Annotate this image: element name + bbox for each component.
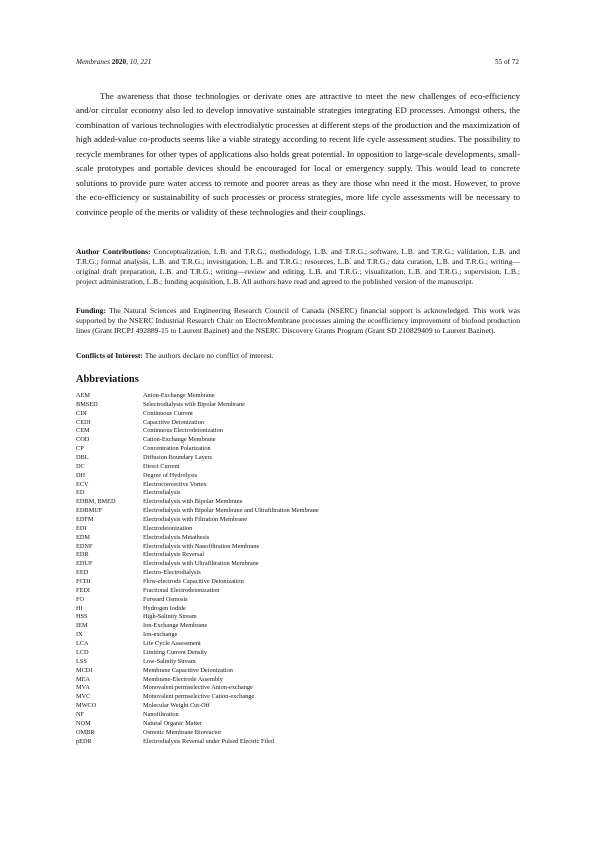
abbreviation-term: CEM xyxy=(76,427,90,435)
abbreviation-term: FO xyxy=(76,595,85,603)
abbreviation-row xyxy=(76,516,520,525)
abbreviation-row xyxy=(76,658,520,667)
abbreviation-term: MEA xyxy=(76,675,90,683)
abbreviation-term: OMBR xyxy=(76,728,95,736)
abbreviation-definition: Continuous Current xyxy=(143,409,193,417)
author-contributions-label: Author Contributions: xyxy=(76,247,151,256)
abbreviation-term: MCDI xyxy=(76,666,93,674)
abbreviation-definition: Electrodialysis Reversal under Pulsed Electric Filed xyxy=(143,737,274,745)
abbreviation-term: LCD xyxy=(76,648,89,656)
abbreviation-row xyxy=(76,720,520,729)
abbreviation-term: MVA xyxy=(76,684,90,692)
abbreviation-row xyxy=(76,551,520,560)
abbreviation-row xyxy=(76,676,520,685)
abbreviation-term: EDUF xyxy=(76,560,93,568)
abbreviation-definition: Monovalent permselective Anion-exchange xyxy=(143,684,253,692)
abbreviation-term: EED xyxy=(76,569,89,577)
abbreviation-row xyxy=(76,463,520,472)
abbreviation-definition: Electrodialysis with Nanofiltration Membrane xyxy=(143,542,260,550)
conflicts-text: The authors declare no conflict of interest. xyxy=(144,351,274,360)
abbreviation-definition: Direct Current xyxy=(143,462,180,470)
abbreviation-term: HSS xyxy=(76,613,88,621)
abbreviation-term: CP xyxy=(76,445,84,453)
abbreviation-definition: Electrodialysis with Bipolar Membrane xyxy=(143,498,243,506)
abbreviation-row xyxy=(76,649,520,658)
abbreviation-row xyxy=(76,605,520,614)
abbreviation-term: EDI xyxy=(76,524,87,532)
abbreviation-term: pEDR xyxy=(76,737,92,745)
abbreviations-list xyxy=(76,392,520,746)
abbreviation-row xyxy=(76,613,520,622)
abbreviation-definition: Degree of Hydrolysis xyxy=(143,471,198,479)
abbreviation-definition: Osmotic Membrane Bioreactor xyxy=(143,728,222,736)
abbreviation-term: LCA xyxy=(76,640,89,648)
abbreviation-definition: Monovalent permselective Cation-exchange xyxy=(143,693,255,701)
abbreviation-definition: Membrane-Electrode Assembly xyxy=(143,675,223,683)
abbreviation-term: HI xyxy=(76,604,83,612)
journal-citation: Membranes 2020, 10, 221 xyxy=(76,58,152,66)
abbreviation-row xyxy=(76,525,520,534)
abbreviation-row xyxy=(76,711,520,720)
abbreviation-term: EDBM, BMED xyxy=(76,498,116,506)
abbreviation-term: NF xyxy=(76,710,85,718)
abbreviation-definition: High-Salinity Stream xyxy=(143,613,197,621)
abbreviation-definition: Continuous Electrodeionization xyxy=(143,427,223,435)
abbreviation-definition: Electrodialysis Metathesis xyxy=(143,533,210,541)
abbreviation-row xyxy=(76,392,520,401)
abbreviation-row xyxy=(76,401,520,410)
funding-label: Funding: xyxy=(76,306,106,315)
abbreviation-term: EDBMUF xyxy=(76,507,103,515)
abbreviation-definition: Fractional Electrodeionization xyxy=(143,586,220,594)
abbreviation-definition: Limiting Current Density xyxy=(143,648,208,656)
abbreviation-definition: Ion-Exchange Membrane xyxy=(143,622,208,630)
abbreviation-row xyxy=(76,498,520,507)
conflicts-statement xyxy=(76,351,520,361)
abbreviation-row xyxy=(76,436,520,445)
abbreviation-term: DH xyxy=(76,471,86,479)
abbreviation-term: LSS xyxy=(76,657,87,665)
conflicts-label: Conflicts of Interest: xyxy=(76,351,143,360)
abbreviations-heading: Abbreviations xyxy=(76,374,139,385)
journal-year: 2020 xyxy=(111,58,127,66)
abbreviation-row xyxy=(76,489,520,498)
abbreviation-row xyxy=(76,481,520,490)
abbreviation-term: EDR xyxy=(76,551,89,559)
abbreviation-row xyxy=(76,569,520,578)
abbreviation-row xyxy=(76,622,520,631)
abbreviation-row xyxy=(76,667,520,676)
abbreviation-term: COD xyxy=(76,436,90,444)
abbreviation-term: MVC xyxy=(76,693,91,701)
abbreviation-definition: Electroconvective Vortex xyxy=(143,480,207,488)
abbreviation-row xyxy=(76,684,520,693)
abbreviation-row xyxy=(76,640,520,649)
page-header xyxy=(76,56,519,68)
abbreviation-row xyxy=(76,738,520,747)
abbreviation-term: FEDI xyxy=(76,586,90,594)
abbreviation-term: EDFM xyxy=(76,516,94,524)
abbreviation-row xyxy=(76,507,520,516)
abbreviation-term: CDI xyxy=(76,409,87,417)
page-number: 55 of 72 xyxy=(495,58,519,66)
abbreviation-row xyxy=(76,729,520,738)
abbreviation-term: AEM xyxy=(76,392,90,399)
abbreviation-definition: Selectrodialysis with Bipolar Membrane xyxy=(143,400,245,408)
abbreviation-definition: Molecular Weight Cut-Off xyxy=(143,702,210,710)
journal-volume-issue: 10, 221 xyxy=(129,58,152,66)
abbreviation-row xyxy=(76,631,520,640)
abbreviation-row xyxy=(76,419,520,428)
abbreviation-row xyxy=(76,472,520,481)
abbreviation-definition: Electrodialysis with Bipolar Membrane and Ultrafiltration Membrane xyxy=(143,507,319,515)
abbreviation-term: ECV xyxy=(76,480,89,488)
abbreviation-term: IX xyxy=(76,631,83,639)
abbreviation-definition: Natural Organic Matter xyxy=(143,719,202,727)
abbreviation-term: MWCO xyxy=(76,702,97,710)
abbreviation-term: EDNF xyxy=(76,542,93,550)
abbreviation-definition: Anion-Exchange Membrane xyxy=(143,392,215,399)
abbreviation-definition: Cation-Exchange Membrane xyxy=(143,436,216,444)
funding-text: The Natural Sciences and Engineering Research Council of Canada (NSERC) financial support is acknowledged. This work was supported by the NSERC Industrial Research Chair on ElectroMembrane processes aiming the ecoefficiency improvement of biofood production lines (Grant IRCPJ 492889-15 to Laurent Bazinet) and the NSERC Discovery Grants Program (Grant SD 210829409 to Laurent Bazinet). xyxy=(76,306,520,335)
abbreviation-definition: Ion-exchange xyxy=(143,631,178,639)
abbreviation-term: DBL xyxy=(76,454,89,462)
abbreviation-definition: Diffusion Boundary Layers xyxy=(143,454,213,462)
abbreviation-definition: Electro-Electrodialysis xyxy=(143,569,201,577)
body-paragraph: The awareness that those technologies or derivate ones are attractive to meet the new challenges of eco-efficiency and/or circular economy also led to develop innovative sustainable strategies integrating ED processes. Amongst others, the combination of various technologies with electrodialytic processes at different steps of the production and the maximization of high added-value co-products seems like a viable strategy according to recent life cycle assessment studies. The possibility to recycle membranes for other types of applications also holds great potential. In opposition to large-scale developments, small-scale prototypes and portable devices should be encouraged for local or emergency supply. This would lead to concrete solutions to provide pure water access to remote and poorer areas as they are those who need it the most. However, to prove the eco-efficiency or sustainability of such processes or process strategies, more life cycle assessments will be necessary to convince people of the merits or validity of these technologies and their couplings. xyxy=(76,91,520,217)
abbreviation-term: BMSED xyxy=(76,400,98,408)
abbreviation-term: ED xyxy=(76,489,85,497)
abbreviation-definition: Capacitive Deionization xyxy=(143,418,205,426)
abbreviation-row xyxy=(76,693,520,702)
funding-statement xyxy=(76,306,520,336)
abbreviation-row xyxy=(76,560,520,569)
abbreviation-definition: Low-Salinity Stream xyxy=(143,657,196,665)
abbreviation-term: EDM xyxy=(76,533,90,541)
abbreviation-definition: Life Cycle Assessment xyxy=(143,640,201,648)
abbreviation-definition: Electrodialysis with Ultrafiltration Membrane xyxy=(143,560,259,568)
abbreviation-row xyxy=(76,534,520,543)
abbreviation-definition: Forward Osmosis xyxy=(143,595,188,603)
abbreviation-term: IEM xyxy=(76,622,88,630)
abbreviation-term: CEDI xyxy=(76,418,91,426)
author-contributions-text: Conceptualization, L.B. and T.R.G.; methodology, L.B. and T.R.G.; software, L.B. and T.R.G.; validation, L.B. and T.R.G.; formal analysis, L.B. and T.R.G.; investigation, L.B. and T.R.G.; resources, L.B. and T.R.G.; data curation, L.B. and T.R.G.; writing—original draft preparation, L.B. and T.R.G.; writing—review and editing, L.B. and T.R.G.; visualization, L.B. and T.R.G.; supervision, L.B.; project administration, L.B.; funding acquisition, L.B. All authors have read and agreed to the published version of the manuscript. xyxy=(76,247,520,286)
abbreviation-definition: Electrodialysis xyxy=(143,489,181,497)
abbreviation-definition: Electrodialysis Reversal xyxy=(143,551,205,559)
abbreviation-term: FCDI xyxy=(76,578,91,586)
author-contributions xyxy=(76,247,520,287)
abbreviation-row xyxy=(76,578,520,587)
abbreviation-row xyxy=(76,445,520,454)
abbreviation-definition: Electrodialysis with Filtration Membrane xyxy=(143,516,248,524)
abbreviation-term: NOM xyxy=(76,719,91,727)
abbreviation-definition: Nanofiltration xyxy=(143,710,179,718)
abbreviation-row xyxy=(76,596,520,605)
abbreviation-row xyxy=(76,702,520,711)
abbreviation-term: DC xyxy=(76,462,85,470)
journal-name: Membranes xyxy=(76,58,110,66)
abbreviation-definition: Hydrogen Iodide xyxy=(143,604,186,612)
abbreviation-row xyxy=(76,410,520,419)
abbreviations-table xyxy=(76,392,520,746)
abbreviation-definition: Membrane Capacitive Deionization xyxy=(143,666,233,674)
abbreviation-row xyxy=(76,454,520,463)
abbreviation-definition: Concentration Polarization xyxy=(143,445,211,453)
abbreviation-row xyxy=(76,587,520,596)
abbreviation-row xyxy=(76,543,520,552)
abbreviation-row xyxy=(76,427,520,436)
abbreviation-definition: Electrodeionization xyxy=(143,524,193,532)
abbreviation-definition: Flow-electrode Capacitive Deionization xyxy=(143,578,244,586)
